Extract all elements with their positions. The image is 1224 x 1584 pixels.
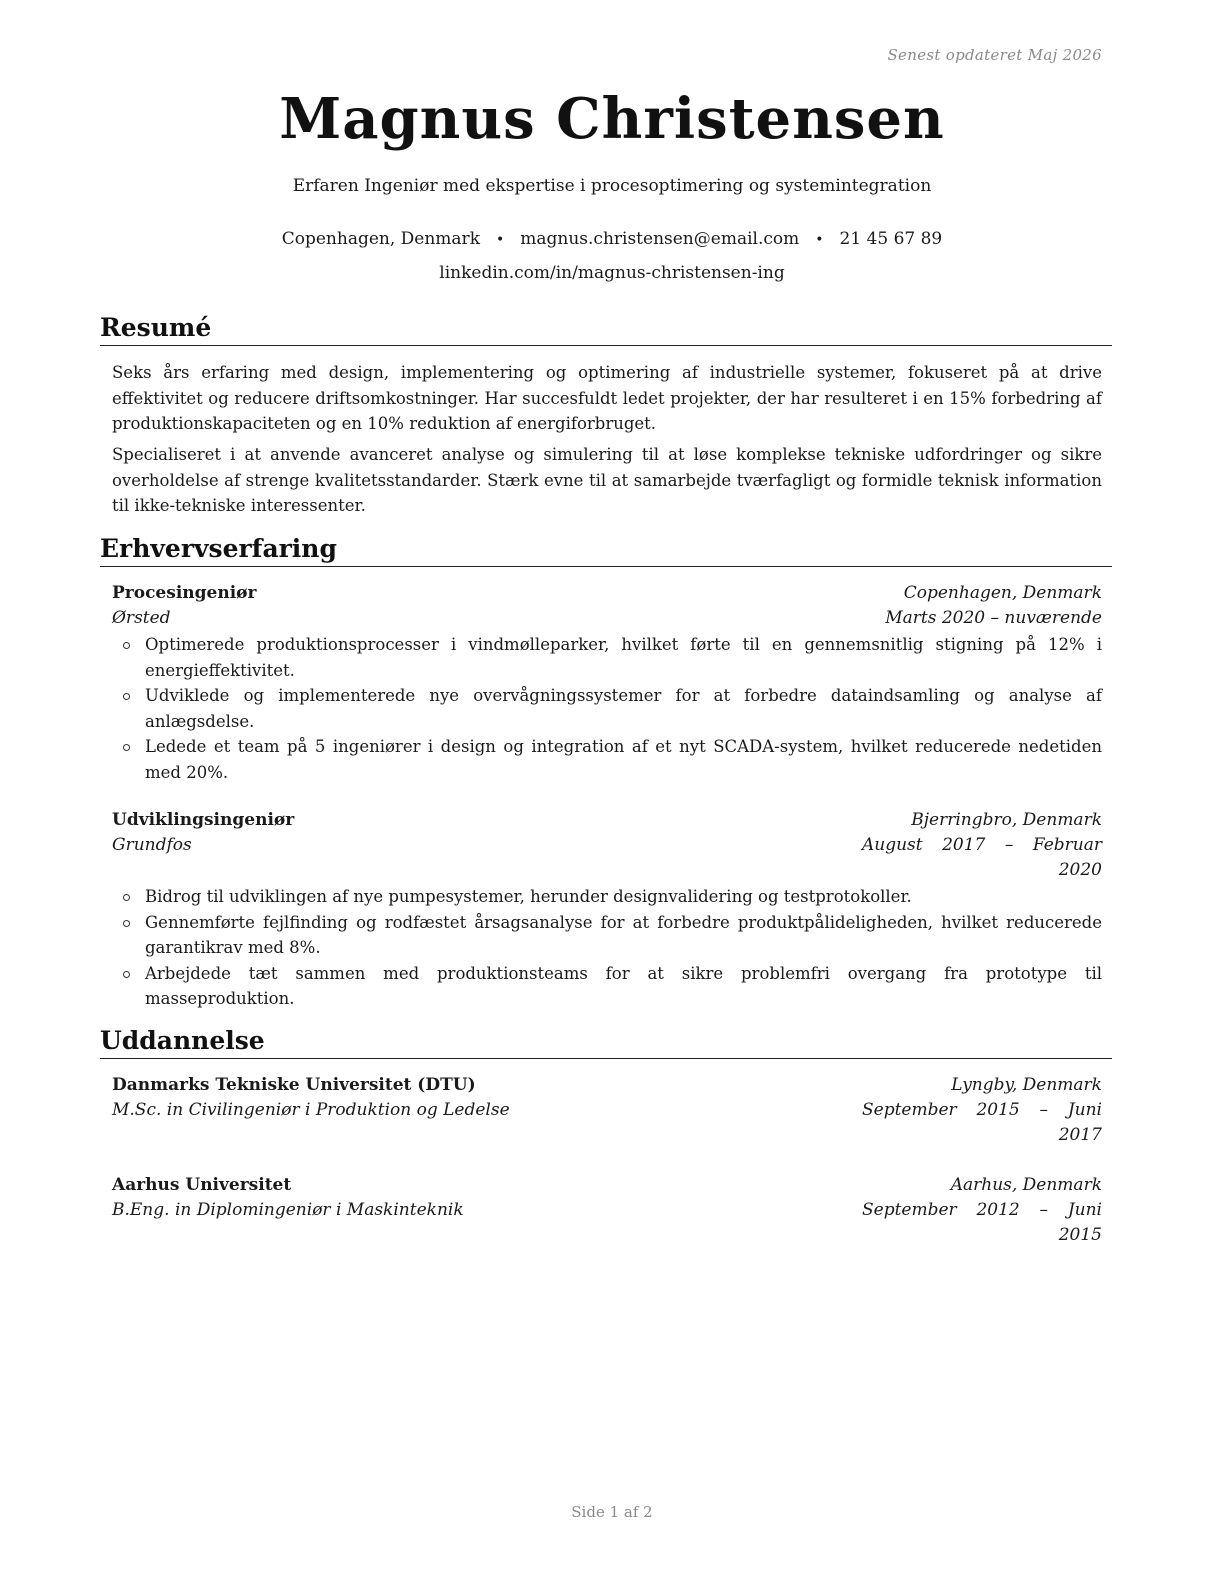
school-degree: B.Eng. in Diplomingeniør i Maskinteknik bbox=[112, 1200, 464, 1220]
school-subheader bbox=[112, 1198, 1102, 1245]
job-company: Grundfos bbox=[112, 835, 192, 855]
school-name: Aarhus Universitet bbox=[112, 1175, 292, 1195]
separator-dot: • bbox=[815, 232, 824, 248]
page-number: Side 1 af 2 bbox=[571, 1503, 653, 1521]
section-title-experience: Erhvervserfaring bbox=[100, 533, 1112, 567]
job-header bbox=[112, 808, 1102, 833]
section-title-summary: Resumé bbox=[100, 312, 1112, 346]
school-location: Lyngby, Denmark bbox=[951, 1075, 1102, 1095]
separator-dot: • bbox=[496, 232, 505, 248]
job-role: Procesingeniør bbox=[112, 583, 257, 603]
job-role: Udviklingsingeniør bbox=[112, 810, 295, 830]
school-dates: September 2012 – Juni 2015 bbox=[862, 1200, 1102, 1245]
job-subheader bbox=[112, 606, 1102, 631]
school-name: Danmarks Tekniske Universitet (DTU) bbox=[112, 1075, 476, 1095]
school-subheader bbox=[112, 1098, 1102, 1145]
section-title-education: Uddannelse bbox=[100, 1025, 1112, 1059]
candidate-name: Magnus Christensen bbox=[279, 86, 945, 152]
job-subheader bbox=[112, 833, 1102, 880]
list-item: Optimerede produktionsprocesser i vindmølleparker, hvilket førte til en gennemsnitlig stigning på 12% i energieffektivitet. bbox=[112, 632, 1102, 683]
job-location: Copenhagen, Denmark bbox=[903, 583, 1102, 603]
job-bullets bbox=[112, 632, 1102, 785]
school-location: Aarhus, Denmark bbox=[950, 1175, 1102, 1195]
summary-paragraph: Specialiseret i at anvende avanceret analyse og simulering til at løse komplekse tekniske udfordringer og sikre overholdelse af strenge kvalitetsstandarder. Stærk evne til at samarbejde tværfagligt og formidle teknisk information til ikke-tekniske interessenter. bbox=[112, 445, 1102, 515]
contact-line bbox=[0, 229, 1224, 249]
list-item: Bidrog til udviklingen af nye pumpesystemer, herunder designvalidering og testprotokoller. bbox=[112, 884, 1102, 910]
contact-linkedin[interactable]: linkedin.com/in/magnus-christensen-ing bbox=[439, 263, 785, 283]
job-dates: August 2017 – Februar 2020 bbox=[862, 835, 1102, 880]
job-bullets bbox=[112, 884, 1102, 1012]
school-dates: September 2015 – Juni 2017 bbox=[862, 1100, 1102, 1145]
school-header bbox=[112, 1173, 1102, 1198]
summary-paragraph: Seks års erfaring med design, implementering og optimering af industrielle systemer, fokuseret på at drive effektivitet og reducere driftsomkostninger. Har succesfuldt ledet projekter, der har resulteret i en 15% forbedring af produktionskapaciteten og en 10% reduktion af energiforbruget. bbox=[112, 363, 1102, 433]
contact-location: Copenhagen, Denmark bbox=[281, 229, 480, 249]
list-item: Ledede et team på 5 ingeniører i design og integration af et nyt SCADA-system, hvilket reducerede nedetiden med 20%. bbox=[112, 734, 1102, 785]
job-company: Ørsted bbox=[112, 608, 171, 628]
last-updated: Senest opdateret Maj 2026 bbox=[887, 46, 1102, 64]
school-degree: M.Sc. in Civilingeniør i Produktion og Ledelse bbox=[112, 1100, 510, 1120]
list-item: Udviklede og implementerede nye overvågningssystemer for at forbedre dataindsamling og analyse af anlægsdelse. bbox=[112, 683, 1102, 734]
job-location: Bjerringbro, Denmark bbox=[911, 810, 1102, 830]
job-dates: Marts 2020 – nuværende bbox=[885, 608, 1102, 628]
school-header bbox=[112, 1073, 1102, 1098]
list-item: Arbejdede tæt sammen med produktionsteams for at sikre problemfri overgang fra prototype til masseproduktion. bbox=[112, 961, 1102, 1012]
list-item: Gennemførte fejlfinding og rodfæstet årsagsanalyse for at forbedre produktpålideligheden, hvilket reducerede garantikrav med 8%. bbox=[112, 910, 1102, 961]
tagline: Erfaren Ingeniør med ekspertise i procesoptimering og systemintegration bbox=[292, 176, 932, 196]
contact-email[interactable]: magnus.christensen@email.com bbox=[520, 229, 800, 249]
contact-phone: 21 45 67 89 bbox=[839, 229, 943, 249]
job-header bbox=[112, 581, 1102, 606]
